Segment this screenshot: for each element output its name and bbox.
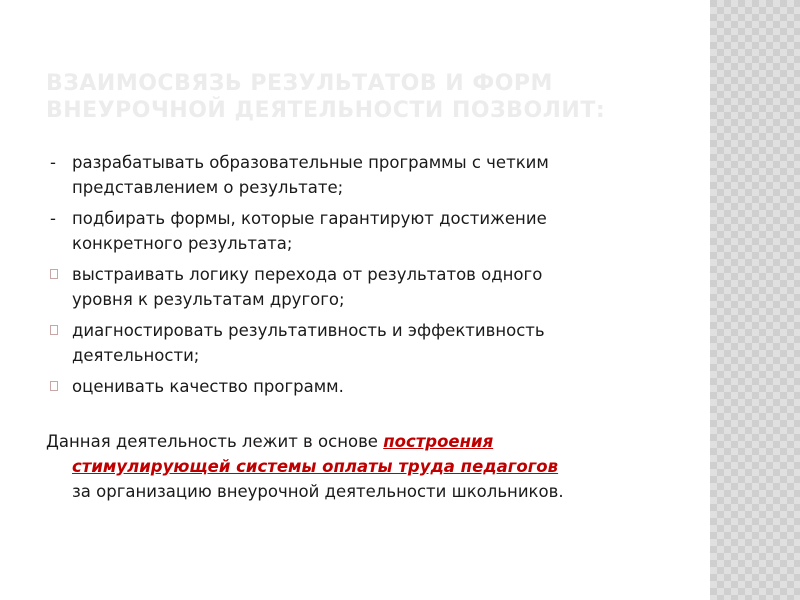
highlighted-link-part-1[interactable]: построения — [383, 432, 494, 451]
list-item-line: выстраивать логику перехода от результатов одного — [72, 265, 543, 284]
list-item-line: уровня к результатам другого; — [72, 290, 345, 309]
list-item-line: конкретного результата; — [72, 234, 293, 253]
dash-bullet: - — [50, 153, 56, 172]
paragraph-suffix: за организацию внеурочной деятельности школьников. — [72, 482, 564, 501]
slide-body — [46, 150, 666, 504]
dash-bullet: - — [50, 209, 56, 228]
list-item-line: деятельности; — [72, 346, 200, 365]
list-item — [46, 262, 666, 312]
slide-title-line-2: ВНЕУРОЧНОЙ ДЕЯТЕЛЬНОСТИ ПОЗВОЛИТ: — [46, 98, 606, 123]
slide-title-line-1: ВЗАИМОСВЯЗЬ РЕЗУЛЬТАТОВ И ФОРМ — [46, 71, 553, 96]
list-item — [46, 318, 666, 368]
slide-title — [46, 70, 646, 124]
box-bullet-icon — [50, 325, 58, 335]
box-bullet-icon — [50, 269, 58, 279]
list-item-line: подбирать формы, которые гарантируют достижение — [72, 209, 547, 228]
paragraph-prefix: Данная деятельность лежит в основе — [46, 432, 384, 451]
list-item-line: представлением о результате; — [72, 178, 344, 197]
list-item — [46, 374, 666, 399]
highlighted-link-part-2[interactable]: стимулирующей системы оплаты труда педагогов — [72, 457, 559, 476]
decorative-side-strip — [710, 0, 800, 600]
list-item-line: диагностировать результативность и эффективность — [72, 321, 545, 340]
list-item — [46, 150, 666, 200]
list-item-line: оценивать качество программ. — [72, 377, 344, 396]
box-bullet-icon — [50, 381, 58, 391]
list-item-line: разрабатывать образовательные программы с четким — [72, 153, 549, 172]
list-item — [46, 206, 666, 256]
summary-paragraph — [46, 429, 666, 504]
